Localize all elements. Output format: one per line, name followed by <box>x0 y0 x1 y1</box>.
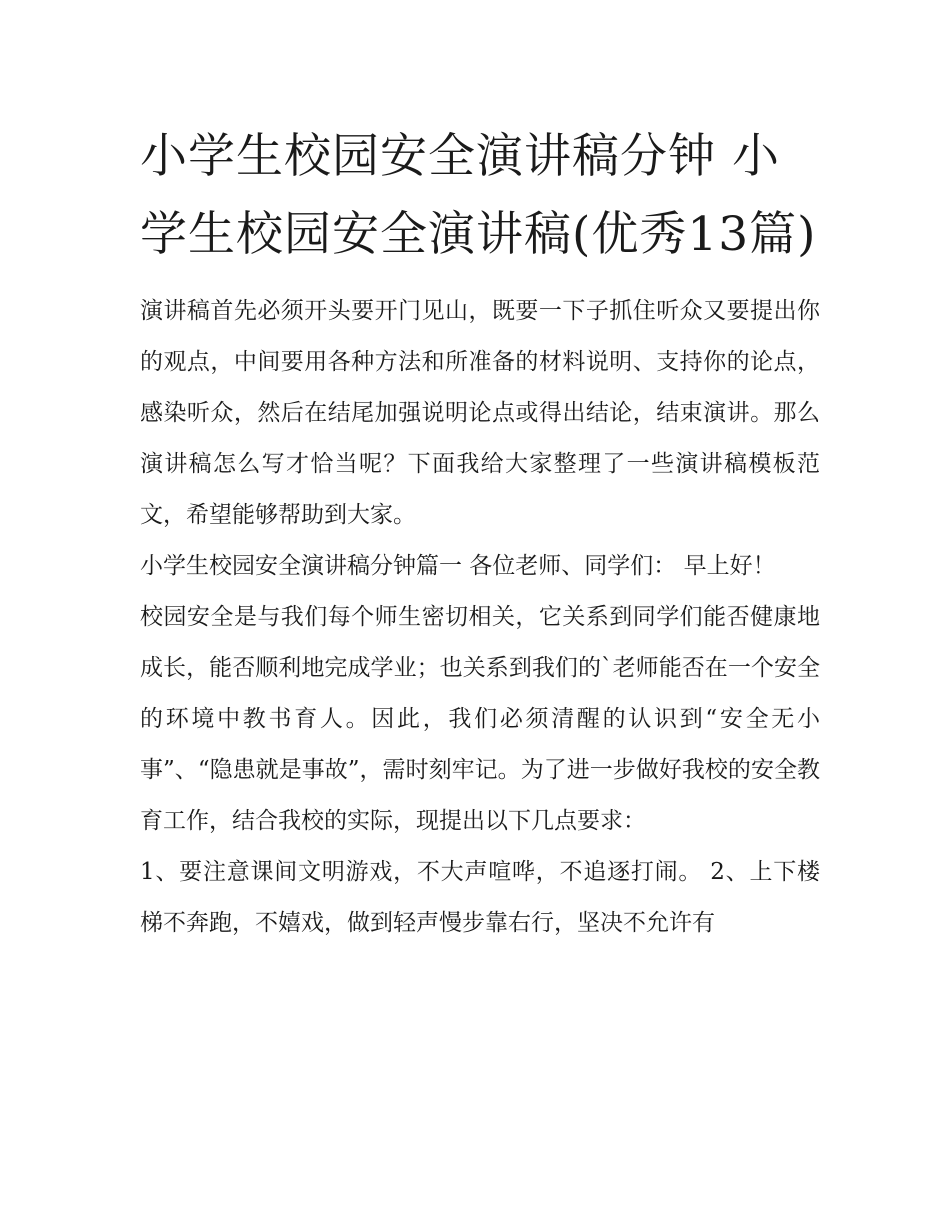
campus-safety-paragraph: 校园安全是与我们每个师生密切相关，它关系到同学们能否健康地成长，能否顺利地完成学业；也关系到我们的`老师能否在一个安全的环境中教书育人。因此，我们必须清醒的认识到“安全无小事”、“隐患就是事故”，需时刻牢记。为了进一步做好我校的安全教育工作，结合我校的实际，现提出以下几点要求： <box>140 604 820 834</box>
safety-rules-paragraph: 1、要注意课间文明游戏，不大声喧哗，不追逐打闹。 2、上下楼梯不奔跑，不嬉戏，做到轻声慢步靠右行，坚决不允许有 <box>140 859 820 936</box>
speech-greeting-paragraph: 小学生校园安全演讲稿分钟篇一 各位老师、同学们： 早上好！ <box>140 553 776 579</box>
document-title: 小学生校园安全演讲稿分钟 小学生校园安全演讲稿(优秀13篇) <box>140 129 817 262</box>
intro-paragraph: 演讲稿首先必须开头要开门见山，既要一下子抓住听众又要提出你的观点，中间要用各种方法和所准备的材料说明、支持你的论点，感染听众，然后在结尾加强说明论点或得出结论，结束演讲。那么演讲稿怎么写才恰当呢？下面我给大家整理了一些演讲稿模板范文，希望能够帮助到大家。 <box>140 298 820 528</box>
document-body <box>140 118 820 949</box>
